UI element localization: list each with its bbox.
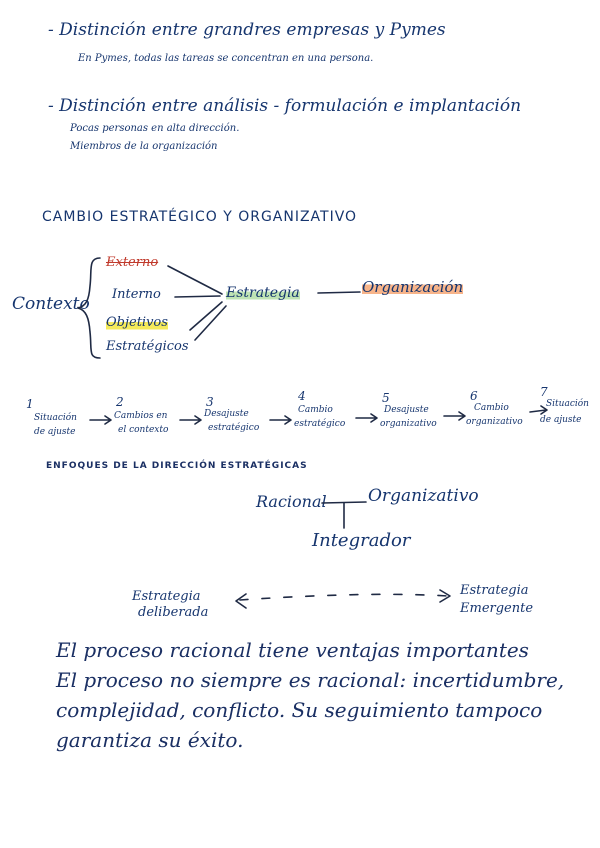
conclusion-line-4: garantiza su éxito. [56, 728, 244, 752]
process-step-7-label-2: de ajuste [540, 415, 582, 425]
line-racional-organizativo [322, 502, 366, 503]
conclusion-line-3: complejidad, conflicto. Su seguimiento tampoco [56, 698, 543, 722]
organizacion-label: Organización [362, 278, 464, 296]
section-title-cambio: CAMBIO ESTRATÉGICO Y ORGANIZATIVO [42, 209, 358, 225]
process-step-6-num: 6 [470, 389, 478, 403]
line-externo [168, 266, 222, 294]
line-estrategicos [195, 306, 226, 340]
line-interno [175, 296, 220, 297]
contexto-label: Contexto [12, 294, 90, 314]
arrow-deliberada-emergente [240, 594, 448, 600]
organizativo-label: Organizativo [368, 486, 479, 506]
note-line-2: - Distinción entre análisis - formulación e implantación [48, 96, 522, 116]
process-step-5-num: 5 [382, 391, 390, 405]
process-step-4-label-2: estratégico [294, 419, 346, 429]
process-step-5-label: Desajuste [384, 405, 429, 415]
estrategia-label: Estrategia [226, 285, 300, 301]
process-step-3-label: Desajuste [204, 409, 249, 419]
process-step-1-label-2: de ajuste [34, 427, 76, 437]
conclusion-line-1: El proceso racional tiene ventajas importantes [56, 638, 529, 662]
estrategia-emergente-2: Emergente [460, 601, 534, 616]
estrategia-emergente-1: Estrategia [460, 583, 529, 598]
line-estrategia-organizacion [318, 292, 360, 293]
process-step-7-label: Situación [546, 399, 589, 409]
note-line-2-sub-1: Pocas personas en alta dirección. [70, 123, 240, 134]
estrategia-deliberada-1: Estrategia [132, 589, 201, 604]
arrow-3-4 [270, 416, 291, 424]
interno-label: Interno [112, 287, 161, 302]
process-step-6-label: Cambio [474, 403, 509, 413]
arrow-1-2 [90, 416, 111, 424]
arrow-6-7 [530, 406, 547, 414]
process-step-5-label-2: organizativo [380, 419, 437, 429]
note-line-1-sub: En Pymes, todas las tareas se concentran en una persona. [78, 53, 374, 64]
process-step-3-num: 3 [206, 395, 214, 409]
note-line-2-sub-2: Miembros de la organización [70, 141, 218, 152]
process-step-2-num: 2 [116, 395, 124, 409]
process-step-3-label-2: estratégico [208, 423, 260, 433]
racional-label: Racional [256, 492, 327, 511]
line-objetivos [190, 302, 222, 330]
conclusion-line-2: El proceso no siempre es racional: incertidumbre, [56, 668, 565, 692]
process-step-2-label: Cambios en [114, 411, 168, 421]
arrow-2-3 [180, 416, 201, 424]
estrategia-deliberada-2: deliberada [138, 605, 209, 620]
process-step-1-num: 1 [26, 397, 34, 411]
process-step-4-label: Cambio [298, 405, 333, 415]
arrow-4-5 [356, 414, 377, 422]
externo-label: Externo [106, 255, 159, 270]
process-step-6-label-2: organizativo [466, 417, 523, 427]
process-step-7-num: 7 [540, 385, 548, 399]
arrow-5-6 [444, 412, 465, 420]
process-step-1-label: Situación [34, 413, 77, 423]
objetivos-label: Objetivos [106, 315, 168, 330]
integrador-label: Integrador [312, 530, 411, 551]
note-line-1: - Distinción entre grandres empresas y Pymes [48, 20, 446, 40]
estrategicos-label: Estratégicos [106, 339, 189, 354]
section-title-enfoques: ENFOQUES DE LA DIRECCIÓN ESTRATÉGICAS [46, 461, 308, 471]
process-step-2-label-2: el contexto [118, 425, 169, 435]
process-step-4-num: 4 [298, 389, 306, 403]
